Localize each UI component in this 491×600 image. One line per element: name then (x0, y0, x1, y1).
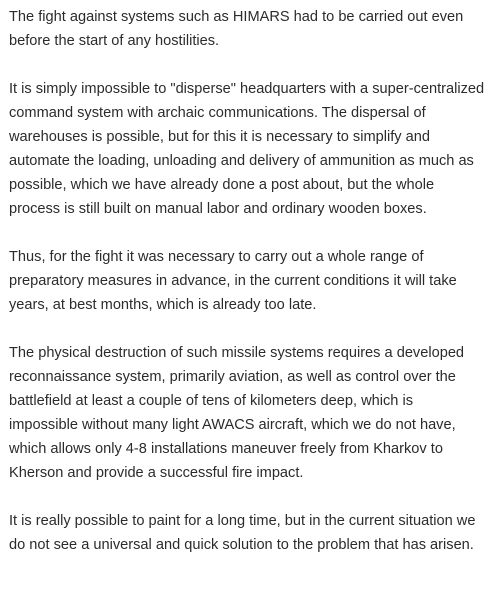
paragraph-2: It is simply impossible to "disperse" headquarters with a super-centralized command system with archaic communications. The dispersal of warehouses is possible, but for this it is necessary to simplify and automate the loading, unloading and delivery of ammunition as much as possible, which we have already done a post about, but the whole process is still built on manual labor and ordinary wooden boxes. (9, 81, 485, 217)
paragraph-4: The physical destruction of such missile systems requires a developed reconnaissance system, primarily aviation, as well as control over the battlefield at least a couple of tens of kilometers deep, which is impossible without many light AWACS aircraft, which we do not have, which allows only 4-8 installations maneuver freely from Kharkov to Kherson and provide a successful fire impact. (9, 345, 465, 481)
paragraph-3: Thus, for the fight it was necessary to carry out a whole range of preparatory measures in advance, in the current conditions it will take years, at best months, which is already too late. (9, 249, 457, 313)
post-body (9, 5, 485, 557)
paragraph-5: It is really possible to paint for a long time, but in the current situation we do not see a universal and quick solution to the problem that has arisen. (9, 513, 476, 553)
paragraph-1: The fight against systems such as HIMARS had to be carried out even before the start of any hostilities. (9, 9, 464, 49)
